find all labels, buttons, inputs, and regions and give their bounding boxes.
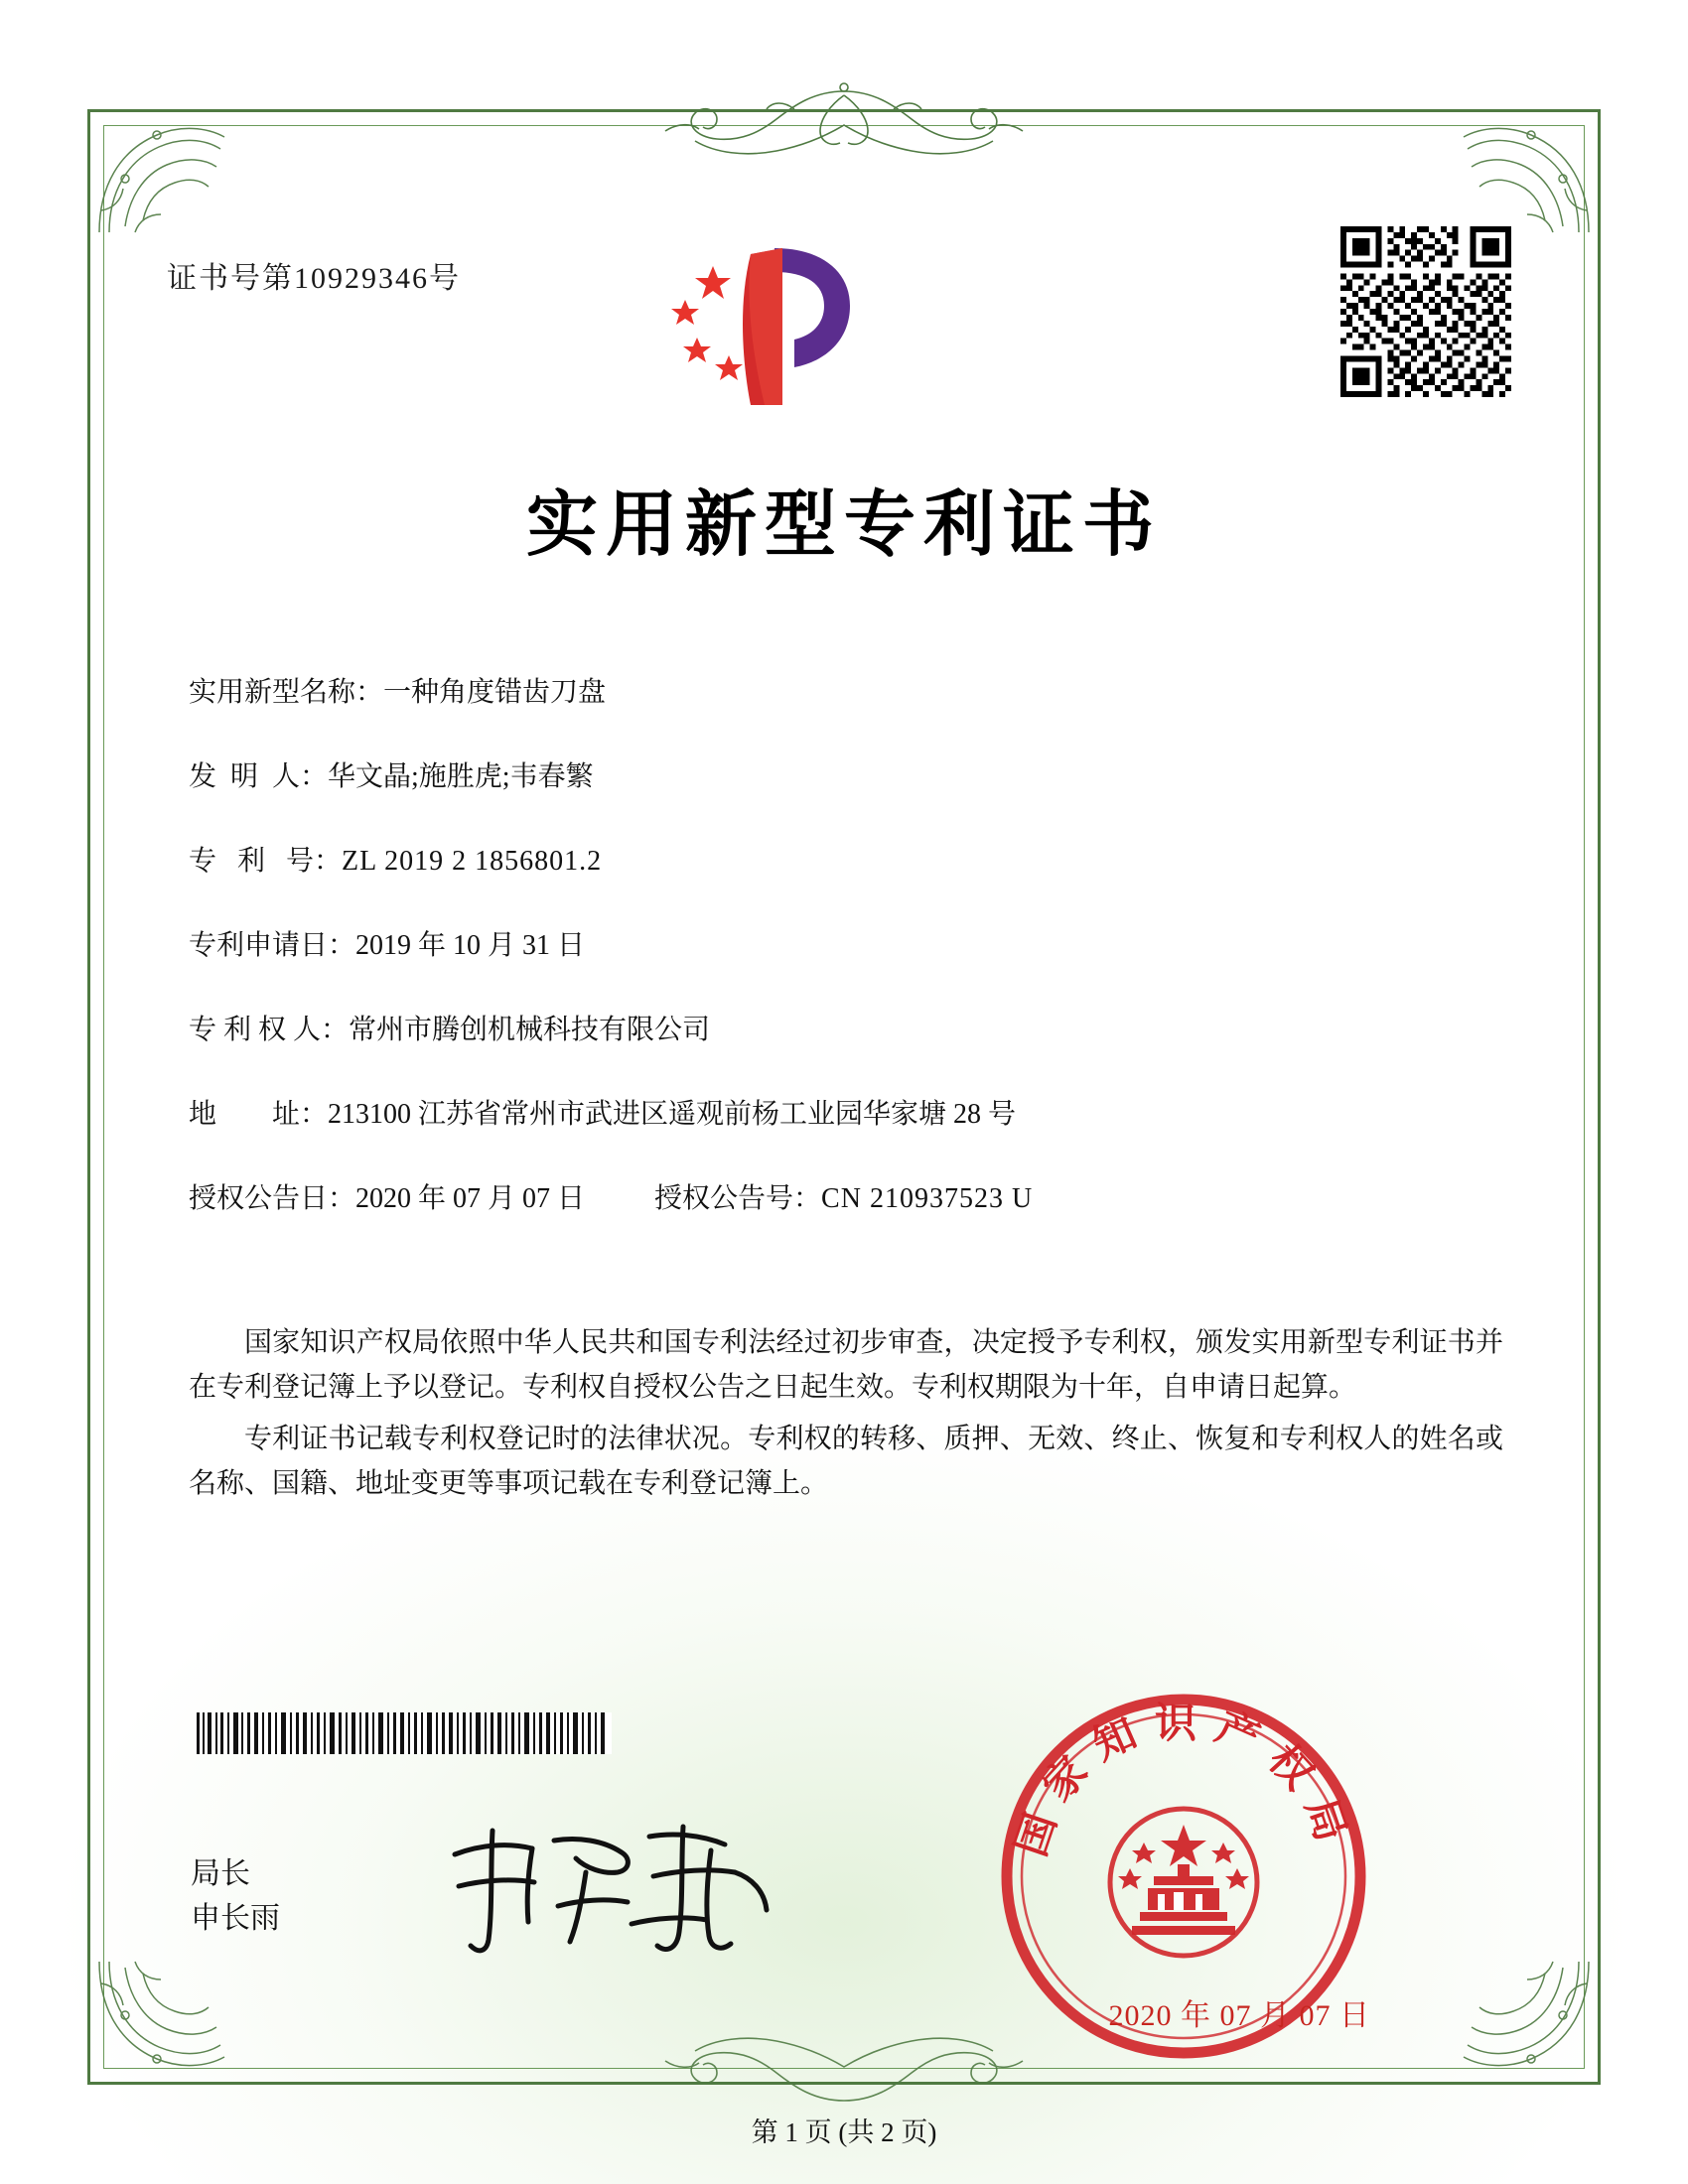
announcement-date-label: 授权公告日： [189,1183,356,1214]
seal-date: 2020 年 07 月 07 日 [1108,1999,1370,2032]
announcement-date-value: 2020 年 07 月 07 日 [355,1183,586,1214]
legal-paragraph-2: 专利证书记载专利权登记时的法律状况。专利权的转移、质押、无效、终止、恢复和专利权人的姓名或名称、国籍、地址变更等事项记载在专利登记簿上。 [189,1423,1503,1500]
field-value: 华文晶;施胜虎;韦春繁 [328,761,594,792]
field-label: 专利申请日： [189,930,356,961]
field-label: 发 明 人： [189,761,329,792]
signature-block [191,1851,280,1941]
field-list [189,670,1539,1261]
corner-ornament-icon [95,1958,244,2077]
svg-text:国家知识产权局: 国家知识产权局 [1006,1699,1361,1862]
corner-ornament-icon [95,117,244,236]
field-value: 一种角度错齿刀盘 [383,677,607,708]
field-row-utility-model-name [189,670,1539,710]
field-value: 常州市腾创机械科技有限公司 [349,1015,711,1045]
page-indicator: 第 1 页 (共 2 页) [751,2117,937,2147]
field-value: 2019 年 10 月 31 日 [355,930,586,961]
page-title: 实用新型专利证书 [525,481,1162,566]
announcement-number-value: CN 210937523 U [821,1183,1034,1214]
legal-text [189,1320,1503,1512]
signature-title: 局长 [191,1857,250,1890]
field-row-address [189,1092,1539,1132]
field-value: 213100 江苏省常州市武进区遥观前杨工业园华家塘 28 号 [328,1099,1017,1130]
field-row-announcement [189,1176,1539,1216]
field-row-patent-number [189,839,1539,879]
barcode-icon [195,1712,612,1754]
corner-ornament-icon [1444,1958,1593,2077]
field-row-patentee [189,1008,1539,1047]
handwritten-signature-icon [437,1807,794,1966]
field-label: 地 址： [189,1099,329,1130]
certificate-number: 证书号第10929346号 [167,262,461,295]
field-value: ZL 2019 2 1856801.2 [342,846,603,877]
field-label: 专 利 号： [189,846,343,877]
cnipa-logo-icon [655,228,914,417]
top-ornament-icon [546,79,1142,159]
field-label: 实用新型名称： [189,677,384,708]
field-row-inventors [189,754,1539,794]
announcement-number-label: 授权公告号： [654,1183,822,1214]
field-row-application-date [189,923,1539,963]
qr-code-icon [1340,226,1511,397]
signature-name: 申长雨 [191,1902,280,1935]
field-label: 专 利 权 人： [189,1015,350,1045]
legal-paragraph-1: 国家知识产权局依照中华人民共和国专利法经过初步审查，决定授予专利权，颁发实用新型专利证书并在专利登记簿上予以登记。专利权自授权公告之日起生效。专利权期限为十年，自申请日起算。 [189,1327,1503,1404]
corner-ornament-icon [1444,117,1593,236]
